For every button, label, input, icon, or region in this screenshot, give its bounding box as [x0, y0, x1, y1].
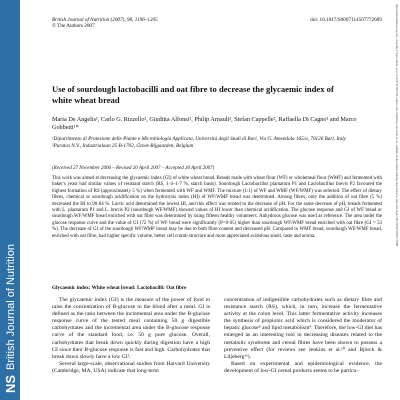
body-column-right [224, 297, 382, 375]
doi[interactable]: doi: 10.1017/S0007114507772689 [310, 17, 382, 23]
header-citation-block [52, 17, 158, 29]
journal-side-abbrev: NS [3, 374, 18, 393]
body-paragraph: Based on experimental and epidemiological evidence, the development of low-GI cereal products seems to be particu- [224, 360, 382, 374]
download-info-text: https://www.cambridge.org/core. University of Basel Library, on 11 Jul 2017 at 08:34:59, subject to the Cambridge Core terms of use, available at https://www.cambridge.org/core/terms. https://doi.org/10.1017/S0007114507772689 [395, 4, 398, 247]
article-title: Use of sourdough lactobacilli and oat fibre to decrease the glycaemic index of white wheat bread [52, 84, 334, 105]
download-info-strip [390, 0, 400, 400]
journal-citation: British Journal of Nutrition (2007), 98, 1196–1205 [52, 17, 158, 23]
body-paragraph: concentration of indigestible carbohydrates such as dietary fibre and resistance starch (RS), which, in turn, increase the fermentative activity at the colon level. This latter fermentative activity increases the synthesis of propionic acid which is considered the moderator of hepatic glucose⁸ and lipid metabolism⁹. Therefore, the low-GI diet has emerged as an interesting tool in decreasing diseases related to the metabolic syndrome and cereal fibres have been shown to possess a preventive effect (for reviews see Jenkins et al.¹⁰ and Björck & Liljeberg¹¹). [224, 297, 382, 360]
affiliation-1: ¹Dipartimento di Protezione delle Piante e Microbiologia Applicata, Università degli Studi di Bari, Via G. Amendola 165/a, 70126 Bari, Italy [52, 136, 346, 142]
affiliation-2: ²Puratos N.V., Industrialaan 25 B-1702, Groot-Bijgaarden, Belgium [52, 142, 194, 149]
copyright-notice: © The Authors 2007 [52, 23, 95, 30]
article-page [52, 0, 382, 400]
body-paragraph: Several large-scale, observational studies from Harvard University (Cambridge, MA, USA) indicate that long-term [52, 360, 210, 374]
received-dates: (Received 27 November 2006 – Revised 20 April 2007 – Accepted 30 April 2007) [52, 166, 215, 171]
affiliations [52, 136, 372, 150]
author-list: Maria De Angelis¹, Carlo G. Rizzello¹, Giuditta Alfonsi¹, Philip Arnault², Stefan Cappelle², Raffaella Di Cagno¹ and Marco Gobbetti¹* [52, 116, 357, 131]
body-column-left [52, 297, 210, 375]
abstract: This work was aimed at decreasing the glycaemic index (GI) of white wheat bread. Breads made with wheat flour (WF) or wholemeal flour (WMF) and fermented with baker's yeast had similar values of resistant starch (RS, 1·4–1·7 %, starch basis). Sourdough Lactobacillus plantarum P1 and Lactobacillus brevis P2 favoured the highest formation of RS (approximately 5 %) when fermented with WF and WMF. The mixture (1:1) of WF and WMF (WF/WMF) was selected. The effect of dietary fibres, chemical or sourdough acidification on the hydrolysis index (HI) of WF/WMF bread was determined. Among fibres, only the addition of oat fibre (5 %) decreased the HI to 90·84 %. Lactic acid determined the lowest HI, and this effect was related to the decrease of pH. For the same decrease of pH, breads fermented with L. plantarum P1 and L. brevis P2 (sourdough WF/WMF) showed values of HI lower than chemical acidification. The glucose response and GI of WF bread or sourdough WF/WMF bread enriched with oat fibre was determined by using fifteen healthy volunteers. Anhydrous glucose was used as reference. The area under the glucose response curve and the value of GI (72 %) of WF bread were significantly (P<0·05) higher than sourdough WF/WMF bread enriched with oat fibre (GI = 53 %). The decrease of GI of the sourdough WF/WMF bread may be due to both fibre content and decreased pH. Compared to WMF bread, sourdough WF/WMF bread, enriched with oat fibre, had higher specific volume, better cell crumb structure and more appreciated acidulous smell, taste and aroma. [52, 176, 382, 239]
body-paragraph: The glycaemic index (GI) is the measure of the power of food to raise the concentration of B-glucose in the blood after a meal. GI is defined as the ratio between the incremental area under the B-glucose response curve of the tested meal containing 50 g digestible carbohydrates and the incremental area under the B-glucose response curve of the standard food, i.e. 50 g pure glucose. Overall, carbohydrates that break down quickly during digestion have a high GI since their B-glucose response is fast and high. Carbohydrates that break down slowly have a low GI¹. [52, 297, 210, 360]
journal-side-label [2, 210, 18, 395]
keywords: Glycaemic index: White wheat bread: Lactobacilli: Oat fibre [52, 285, 187, 291]
journal-sidebar [0, 0, 20, 400]
journal-side-name: British Journal of Nutrition [5, 244, 17, 370]
